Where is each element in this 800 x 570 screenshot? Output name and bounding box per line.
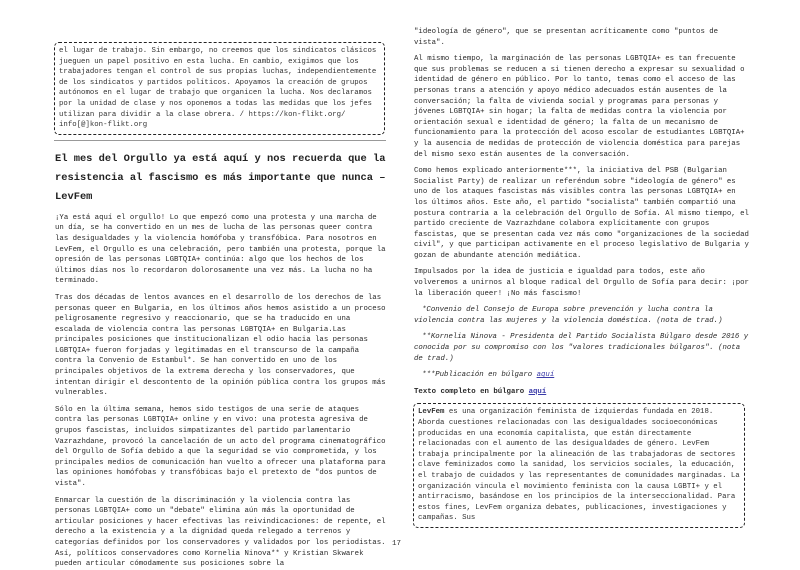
article-paragraph-1: ¡Ya está aquí el orgullo! Lo que empezó como una protesta y una marcha de un día, se ha convertido en un mes de lucha de las personas queer contra las desigualdades y la violencia homófoba y transfóbica. Para nosotros en LevFem, el Orgullo es una celebración, pero también una protesta, porque la opresión de las personas LGBTQIA+ continúa: algo que los hechos de los últimos días nos lo recordaron dolorosamente una vez más. La lucha no ha terminado. xyxy=(55,213,386,286)
top-info-box-text: el lugar de trabajo. Sin embargo, no creemos que los sindicatos clásicos jueguen un papel positivo en esta lucha. En cambio, exigimos que los trabajadores tengan el control de sus propias luchas, independientemente de los sindicatos y partidos políticos. Apoyamos la creación de grupos autónomos en el lugar de trabajo que organicen la lucha. Nos declaramos por la unidad de clase y nos oponemos a todas las medidas que los jefes utilizan para dividir a la clase obrera. / https://kon-flikt.org/ info[@]kon-flikt.org xyxy=(59,47,377,130)
right-column xyxy=(414,0,749,528)
page-number: 17 xyxy=(392,540,402,548)
article-title: El mes del Orgullo ya está aquí y nos recuerda que la resistencia al fascismo es más importante que nunca – LevFem xyxy=(55,152,386,203)
top-info-box xyxy=(54,42,385,135)
levfem-description: es una organización feminista de izquierdas fundada en 2018. Aborda cuestiones relacionadas con las desigualdades socioeconómicas producidas en una economía capitalista, que están directamente relacionadas con el aumento de las desigualdades de género. LevFem trabaja principalmente por la alineación de las trabajadoras de sectores clave feminizados como la sanidad, los servicios sociales, la educación, el trabajo de cuidados y las representantes de comunidades marginadas. La organización vincula el movimiento feminista con la causa LGBTI+ y el antirracismo, basándose en los principios de la interseccionalidad. Para estos fines, LevFem organiza debates, publicaciones, investigaciones y campañas. Sus xyxy=(418,408,740,523)
footnote-3 xyxy=(414,370,749,381)
publication-note-text: ***Publicación en búlgaro xyxy=(422,371,537,380)
footnote-1: *Convenio del Consejo de Europa sobre prevención y lucha contra la violencia contra las mujeres y la violencia doméstica. (nota de trad.) xyxy=(414,306,723,325)
article-paragraph-8: Impulsados por la idea de justicia e igualdad para todos, este año volveremos a unirnos al bloque radical del Orgullo de Sofía para decir: ¡por la liberación queer! ¡No más fascismo! xyxy=(414,268,749,298)
full-text-link[interactable]: aquí xyxy=(528,387,547,396)
full-text-line xyxy=(414,387,749,398)
article-paragraph-4: Enmarcar la cuestión de la discriminación y la violencia contra las personas LGBTQIA+ como un "debate" elimina aún más la oportunidad de articular posiciones y hacer efectivas las reivindicaciones: de repente, el derecho a la existencia y a la dignidad queda relegado a terrenos y categorías definidos por los conservadores y validados por los periodistas. Así, políticos conservadores como Kornelia Ninova** y Kristian Skwarek pueden articular cómodamente sus posiciones sobre la xyxy=(55,496,386,569)
article-paragraph-3: Sólo en la última semana, hemos sido testigos de una serie de ataques contra las personas LGBTQIA+ online y en vivo: una protesta agresiva de grupos fascistas, incluidos simpatizantes del partido parlamentario Vazrazhdane, provocó la cancelación de un acto del programa cinematográfico del Orgullo de Sofía debido a que la seguridad se vio comprometida, y los principales medios de comunicación han vuelto a ofrecer una plataforma para las opiniones homófobas y transfóbicas bajo el pretexto de "dos puntos de vista". xyxy=(55,405,386,488)
footnote-2: **Kornelia Ninova - Presidenta del Partido Socialista Búlgaro desde 2016 y conocida por su compromiso con los "valores tradicionales búlgaros". (nota de trad.) xyxy=(414,333,749,363)
levfem-info-text xyxy=(418,407,740,524)
full-text-label: Texto completo en búlgaro xyxy=(414,387,529,396)
levfem-name: LevFem xyxy=(418,408,445,417)
left-column xyxy=(55,0,388,570)
publication-link[interactable]: aquí xyxy=(536,371,555,380)
article-paragraph-2: Tras dos décadas de lentos avances en el desarrollo de los derechos de las personas queer en Bulgaria, en los últimos años hemos asistido a un proceso peligrosamente regresivo y reaccionario, que se ha traducido en una escalada de violencia contra las personas LGBTQIA+ en Bulgaria.Las principales posiciones que institucionalizan el odio hacia las personas LGBTQIA+ fueron forjadas y legitimadas en el transcurso de la campaña contra la Convenio de Estambul*. Se han convertido en uno de los principales objetivos de la extrema derecha y los conservadores, que intentan dirigir el descontento de la opinión pública contra los grupos más vulnerables. xyxy=(55,293,386,398)
article-paragraph-6: Al mismo tiempo, la marginación de las personas LGBTQIA+ es tan frecuente que sus problemas se reducen a si tienen derecho a expresar su sexualidad o identidad de género en público. Por lo tanto, temas como el acceso de las personas trans a atención y apoyo médico adecuados están ausentes de la conversación; la falta de vivienda social y programas para personas y jóvenes LGBTQIA+ sin hogar; la falta de medidas contra la violencia por orientación sexual e identidad de género; la falta de un mecanismo de funcionamiento para la protección del acoso escolar de estudiantes LGBTQIA+ y la ausencia de medidas de protección de violencia doméstica para parejas del mismo sexo están ausentes de la conversación. xyxy=(414,55,745,159)
article-paragraph-5: "ideología de género", que se presentan acríticamente como "puntos de vista". xyxy=(414,28,719,47)
section-divider xyxy=(54,140,386,141)
levfem-info-box xyxy=(413,403,745,528)
article-paragraph-7: Como hemos explicado anteriormente***, la iniciativa del PSB (Bulgarian Socialist Party) de realizar un referéndum sobre "ideología de género" es uno de los ataques fascistas más visibles contra las personas LGBTQIA+ en los últimos años. Este año, el partido "socialista" también compartió una postura contraria a la celebración del Orgullo de Sofía. Al mismo tiempo, el partido creciente de Vazrazhdane colabora explícitamente con grupos fascistas, que se presentan cada vez más como "organizaciones de la sociedad civil", y que participan activamente en el proceso legislativo de Bulgaria y gozan de abundante atención mediática. xyxy=(414,167,749,260)
